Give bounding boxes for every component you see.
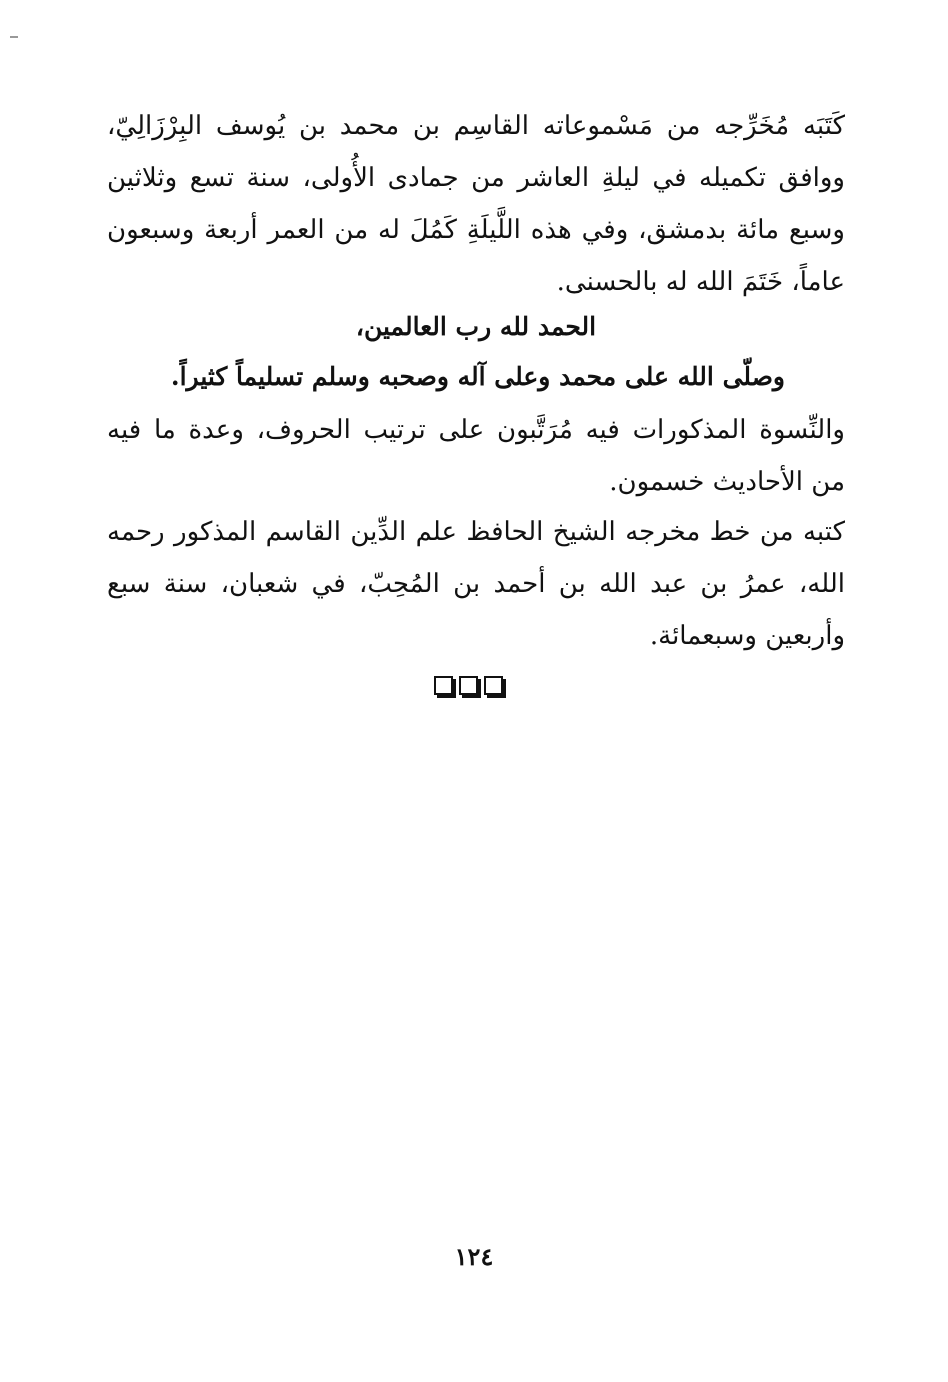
praise-heading: الحمد لله رب العالمين، bbox=[355, 312, 597, 341]
ornament-box-icon bbox=[434, 676, 453, 695]
scan-edge-mark bbox=[10, 36, 18, 38]
page-number: ١٢٤ bbox=[454, 1242, 494, 1271]
women-list-note-paragraph: والنِّسوة المذكورات فيه مُرَتَّبون على ترتيب الحروف، وعدة ما فيه من الأحاديث خسمون. bbox=[107, 415, 845, 497]
ornament-box-icon bbox=[484, 676, 503, 695]
ornament-box-icon bbox=[459, 676, 478, 695]
blessing-heading: وصلّى الله على محمد وعلى آله وصحبه وسلم تسليماً كثيراً. bbox=[170, 362, 785, 391]
copyist-note-paragraph: كتبه من خط مخرجه الشيخ الحافظ علم الدِّين القاسم المذكور رحمه الله، عمرُ بن عبد الله بن أحمد بن المُحِبّ، في شعبان، سنة سبع وأربعين وسبعمائة. bbox=[107, 517, 845, 651]
colophon-paragraph: كَتَبَه مُخَرِّجه من مَسْموعاته القاسِم بن محمد بن يُوسف البِرْزَالِيّ، ووافق تكميله في ليلةِ العاشر من جمادى الأُولى، سنة تسع وثلاثين وسبع مائة بدمشق، وفي هذه اللَّيلَةِ كَمُلَ له من العمر أربعة وسبعون عاماً، خَتَمَ الله له بالحسنى. bbox=[107, 111, 845, 297]
section-end-ornament bbox=[434, 676, 503, 695]
